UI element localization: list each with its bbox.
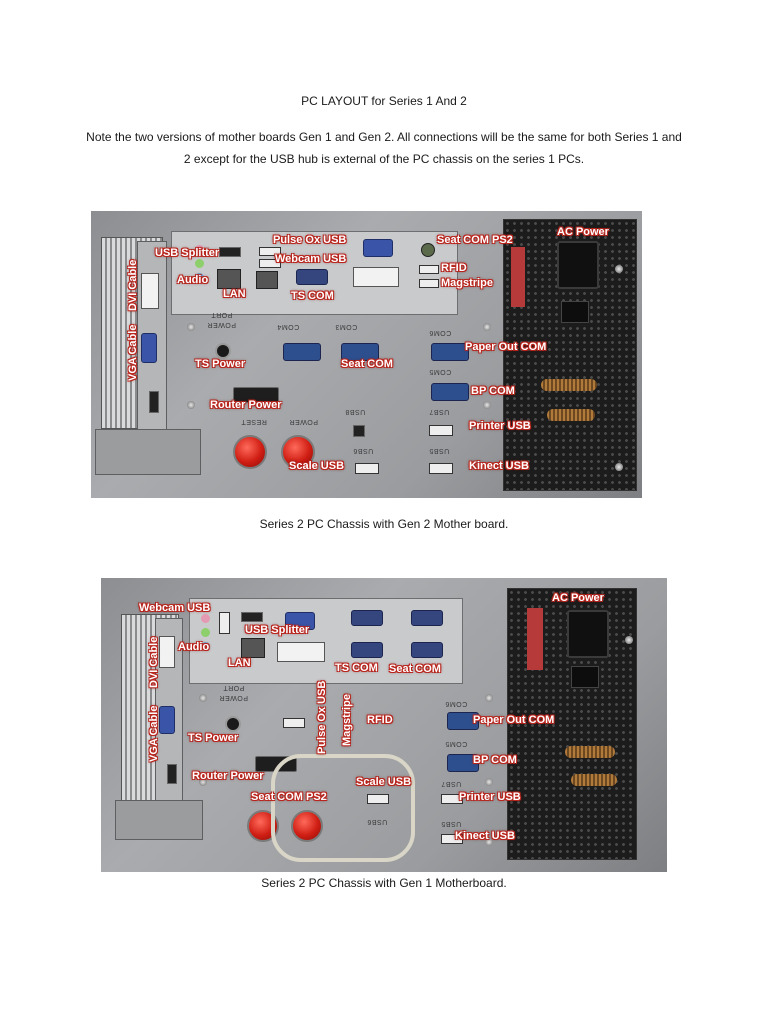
label-bp-com: BP COM	[473, 754, 517, 766]
stamp-power: POWER	[207, 321, 236, 328]
screw	[483, 323, 491, 331]
label-kinect-usb: Kinect USB	[469, 460, 529, 472]
psu-coil-1	[541, 379, 597, 391]
label-webcam-usb: Webcam USB	[275, 253, 347, 265]
usb-port-webcam	[219, 612, 230, 634]
stamp-power: POWER	[219, 694, 248, 701]
label-router-power: Router Power	[192, 770, 264, 782]
label-kinect-usb: Kinect USB	[455, 830, 515, 842]
document-note: Note the two versions of mother boards Gen 1 and Gen 2. All connections will be the same for both Series 1 and 2 except for the USB hub is external of the PC chassis on the series 1 PCs.	[86, 130, 682, 166]
stamp-com4: COM4	[277, 323, 300, 330]
com-port-ts	[351, 642, 383, 658]
com-port-6	[431, 343, 469, 361]
audio-jack-green	[195, 259, 204, 268]
com-port-4	[283, 343, 321, 361]
label-printer-usb: Printer USB	[459, 791, 521, 803]
dvi-port-gpu	[141, 273, 159, 309]
label-ts-power: TS Power	[195, 358, 246, 370]
label-ac-power: AC Power	[557, 226, 609, 238]
vga-port-gpu	[141, 333, 157, 363]
stamp-com5: COM5	[429, 368, 452, 375]
stamp-usb6: USB6	[353, 447, 374, 454]
dvi-port-io	[353, 267, 399, 287]
screw	[485, 778, 493, 786]
label-router-power: Router Power	[210, 399, 282, 411]
figure1-caption: Series 2 PC Chassis with Gen 2 Mother board.	[259, 517, 509, 531]
vga-port-io	[363, 239, 393, 257]
lan-port	[241, 638, 265, 658]
label-usb-splitter: USB Splitter	[155, 247, 220, 259]
ac-power-socket	[567, 610, 609, 658]
screw	[615, 463, 623, 471]
reset-button	[233, 435, 267, 469]
lan-port	[217, 269, 241, 289]
screw	[625, 636, 633, 644]
label-scale-usb: Scale USB	[356, 776, 412, 788]
stamp-usb5: USB5	[429, 447, 450, 454]
label-pulse-ox-usb: Pulse Ox USB	[273, 234, 347, 246]
dvi-port-io	[277, 642, 325, 662]
label-audio: Audio	[177, 274, 209, 286]
stamp-com6: COM6	[445, 700, 468, 707]
lan-port-2	[256, 271, 278, 289]
audio-jack-pink	[201, 614, 210, 623]
label-magstripe: Magstripe	[341, 694, 353, 746]
audio-jack-green	[201, 628, 210, 637]
label-seat-com-ps2: Seat COM PS2	[437, 234, 513, 246]
dvi-port-gpu	[159, 636, 175, 668]
stamp-usb6: USB6	[367, 818, 388, 825]
hdmi-port	[149, 391, 159, 413]
label-usb-splitter: USB Splitter	[245, 624, 310, 636]
label-vga-cable: VGA Cable	[127, 324, 139, 381]
figure2-caption: Series 2 PC Chassis with Gen 1 Motherboard.	[261, 876, 507, 890]
stamp-reset: RESET	[241, 418, 267, 425]
chassis-photo-gen1	[101, 578, 667, 872]
usb-port-splitter	[241, 612, 263, 622]
label-rfid: RFID	[367, 714, 393, 726]
label-pulse-ox-usb: Pulse Ox USB	[316, 680, 328, 754]
usb-port-8	[353, 425, 365, 437]
ts-power-port	[215, 343, 231, 359]
stamp-power2: POWER	[289, 418, 318, 425]
screw	[199, 694, 207, 702]
expansion-slot-cover	[95, 429, 201, 475]
psu-coil-2	[571, 774, 617, 786]
com-port-seat	[411, 642, 443, 658]
com-port-5	[431, 383, 469, 401]
label-webcam-usb: Webcam USB	[139, 602, 211, 614]
label-paper-out-com: Paper Out COM	[473, 714, 555, 726]
expansion-slot-cover	[115, 800, 203, 840]
ac-power-socket	[557, 241, 599, 289]
stamp-com5: COM5	[445, 740, 468, 747]
screw	[483, 401, 491, 409]
com-port-2	[411, 610, 443, 626]
usb-ps2-cable	[271, 754, 415, 862]
stamp-usb7: USB7	[429, 408, 450, 415]
power-switch	[571, 666, 599, 688]
screw	[615, 265, 623, 273]
label-ac-power: AC Power	[552, 592, 604, 604]
stamp-com6: COM6	[429, 329, 452, 336]
psu-coil-2	[547, 409, 595, 421]
stamp-com3: COM3	[335, 323, 358, 330]
stamp-usb7: USB7	[441, 780, 462, 787]
stamp-usb8: USB8	[345, 408, 366, 415]
screw	[187, 401, 195, 409]
usb-port-front	[283, 718, 305, 728]
chassis-photo-gen2	[91, 211, 642, 498]
hdmi-port	[167, 764, 177, 784]
ts-power-port	[225, 716, 241, 732]
stamp-port: PORT	[211, 311, 233, 318]
psu-sticker	[527, 608, 543, 670]
label-lan: LAN	[223, 288, 246, 300]
label-printer-usb: Printer USB	[469, 420, 531, 432]
label-paper-out-com: Paper Out COM	[465, 341, 547, 353]
label-dvi-cable: DVI Cable	[148, 636, 160, 688]
label-ts-com: TS COM	[291, 290, 334, 302]
label-dvi-cable: DVI Cable	[127, 259, 139, 311]
usb-port-kinect	[429, 463, 453, 474]
usb-port-printer	[429, 425, 453, 436]
label-audio: Audio	[178, 641, 210, 653]
document-title: PC LAYOUT for Series 1 And 2	[301, 94, 467, 108]
label-lan: LAN	[228, 657, 251, 669]
screw	[187, 323, 195, 331]
label-ts-power: TS Power	[188, 732, 239, 744]
usb-port-splitter	[219, 247, 241, 257]
label-bp-com: BP COM	[471, 385, 515, 397]
label-seat-com: Seat COM	[341, 358, 393, 370]
usb-port-rfid	[419, 265, 439, 274]
com-port-1	[351, 610, 383, 626]
stamp-port: PORT	[223, 684, 245, 691]
screw	[485, 694, 493, 702]
com-port-ts	[296, 269, 328, 285]
psu-coil-1	[565, 746, 615, 758]
ps2-port	[421, 243, 435, 257]
stamp-usb5: USB5	[441, 820, 462, 827]
label-scale-usb: Scale USB	[289, 460, 345, 472]
usb-port-scale	[355, 463, 379, 474]
label-ts-com: TS COM	[335, 662, 378, 674]
psu-sticker	[511, 247, 525, 307]
label-vga-cable: VGA Cable	[148, 705, 160, 762]
usb-port-magstripe	[419, 279, 439, 288]
power-switch	[561, 301, 589, 323]
label-rfid: RFID	[441, 262, 467, 274]
label-seat-com-ps2: Seat COM PS2	[251, 791, 327, 803]
vga-port-gpu	[159, 706, 175, 734]
label-seat-com: Seat COM	[389, 663, 441, 675]
label-magstripe: Magstripe	[441, 277, 493, 289]
